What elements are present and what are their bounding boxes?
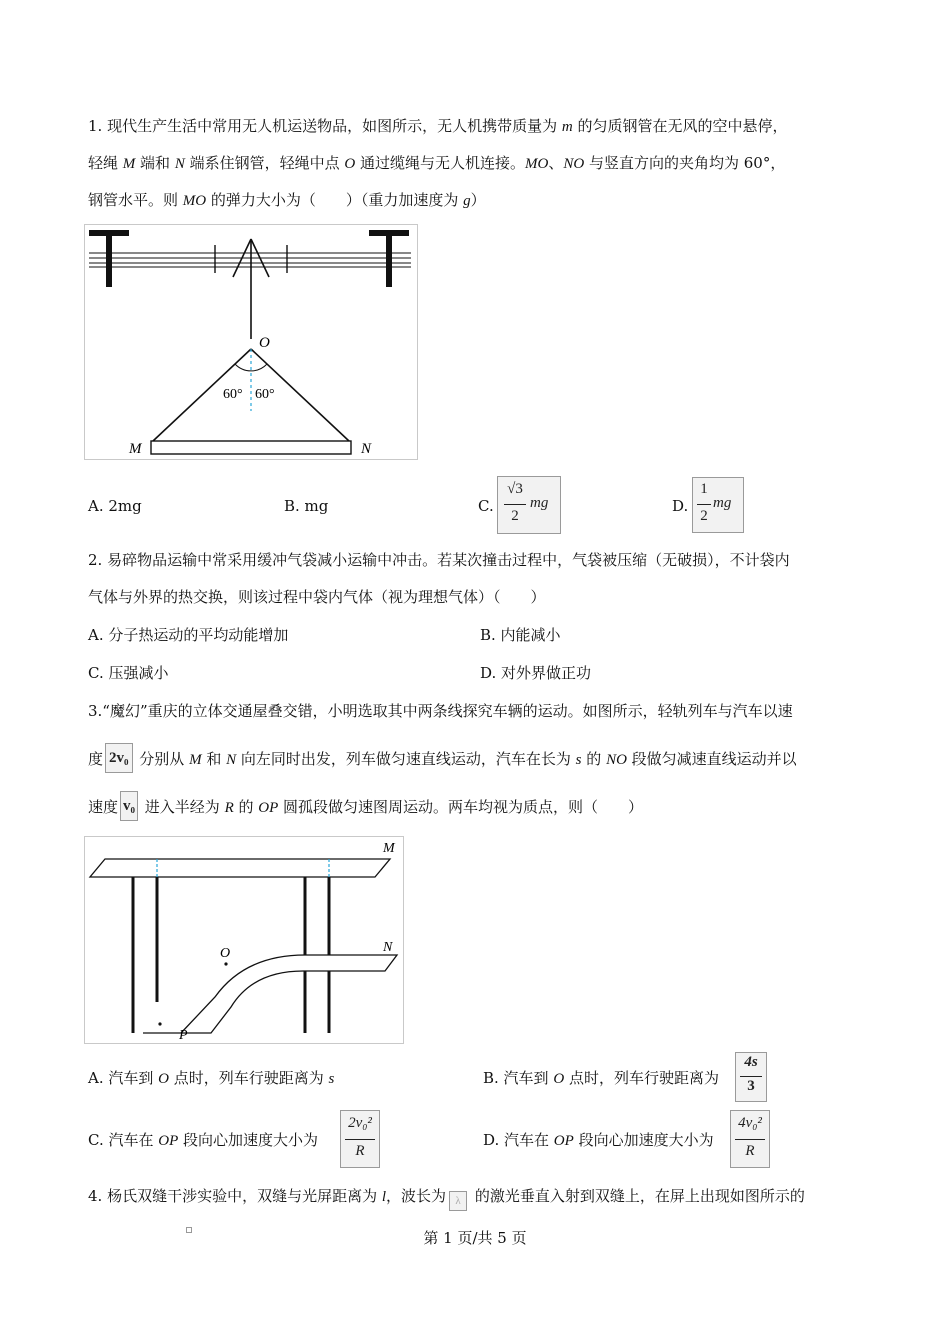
q1-option-c-formula xyxy=(497,476,561,534)
label-M: M xyxy=(383,841,395,856)
text: 段做匀减速直线运动并以 xyxy=(626,750,797,768)
var-g: g xyxy=(463,193,471,209)
text: 点时，列车行驶距离为 xyxy=(168,1069,329,1087)
text: B. 汽车到 xyxy=(483,1069,554,1087)
text: 进入半经为 xyxy=(140,798,225,816)
q3-option-a[interactable] xyxy=(88,1068,334,1089)
text: 和 xyxy=(201,750,227,768)
q3-option-c[interactable] xyxy=(88,1130,318,1151)
option-text: B. mg xyxy=(284,497,329,515)
var-MO: MO xyxy=(525,156,549,172)
var-m: m xyxy=(561,119,573,135)
text: 点时，列车行驶距离为 xyxy=(564,1069,719,1087)
var-NO: NO xyxy=(606,752,627,768)
text: C. 汽车在 xyxy=(88,1131,159,1149)
text: 向左同时出发，列车做匀速直线运动，汽车在长为 xyxy=(236,750,576,768)
label-angle-right: 60° xyxy=(255,387,275,402)
text: ） xyxy=(470,191,486,209)
q1-option-a[interactable] xyxy=(88,496,142,516)
q3-figure xyxy=(84,836,404,1044)
label-O: O xyxy=(220,946,231,961)
text: 的 xyxy=(581,750,607,768)
q2-option-b[interactable] xyxy=(480,625,561,645)
var-OP: OP xyxy=(553,1133,574,1149)
q1-figure xyxy=(84,224,418,460)
var-s: s xyxy=(575,752,582,768)
q3-line-3 xyxy=(88,793,643,823)
denominator: R xyxy=(745,1143,755,1159)
mg: mg xyxy=(530,495,549,511)
text: 轻绳 xyxy=(88,154,123,172)
label-P: P xyxy=(179,1028,188,1043)
text: 段向心加速度大小为 xyxy=(573,1131,714,1149)
var-R: R xyxy=(224,800,234,816)
text: 端系住钢管，轻绳中点 xyxy=(184,154,345,172)
option-text: D. xyxy=(672,497,689,515)
q3-line-2 xyxy=(88,745,797,775)
option-text: D. 对外界做正功 xyxy=(480,664,592,682)
text: 4. 杨氏双缝干涉实验中，双缝与光屏距离为 xyxy=(88,1187,382,1205)
var-M: M xyxy=(122,156,136,172)
formula-2v0: 2v₀ xyxy=(105,743,133,773)
q3-option-b[interactable] xyxy=(483,1068,719,1089)
denominator: 3 xyxy=(747,1078,755,1094)
var-MO: MO xyxy=(182,193,207,209)
numerator: √3 xyxy=(507,481,523,497)
var-N: N xyxy=(226,752,237,768)
text: 的匀质钢管在无风的空中悬停， xyxy=(572,117,788,135)
var-l: l xyxy=(381,1189,387,1205)
option-text: B. 内能减小 xyxy=(480,626,561,644)
text: 的弹力大小为（ ）（重力加速度为 xyxy=(206,191,464,209)
var-s: s xyxy=(328,1071,335,1087)
text: 段向心加速度大小为 xyxy=(178,1131,319,1149)
text: 度 xyxy=(88,750,104,768)
q1-line-2 xyxy=(88,153,785,174)
q1-option-c[interactable] xyxy=(478,496,494,516)
text: 圆孤段做匀速图周运动。两车均视为质点，则（ ） xyxy=(278,798,644,816)
label-O: O xyxy=(259,335,270,351)
q3-option-d[interactable] xyxy=(483,1130,714,1151)
text: 的 xyxy=(233,798,259,816)
var-OP: OP xyxy=(258,800,279,816)
q1-option-b[interactable] xyxy=(284,496,328,516)
q4-line-1 xyxy=(88,1186,805,1208)
q2-option-c[interactable] xyxy=(88,663,168,683)
numerator: 4s xyxy=(744,1054,758,1070)
denominator: R xyxy=(355,1143,365,1159)
q3-line-1: 3.“魔幻”重庆的立体交通屋叠交错，小明选取其中两条线探究车辆的运动。如图所示，轻轨列车与汽车以速 xyxy=(88,702,793,720)
drone-steel-pipe-diagram xyxy=(85,225,417,459)
q3-option-b-formula xyxy=(735,1052,767,1102)
text: A. 汽车到 xyxy=(88,1069,159,1087)
option-text: C. xyxy=(478,497,494,515)
var-NO: NO xyxy=(563,156,585,172)
numerator: 4v₀² xyxy=(738,1115,762,1131)
var-N: N xyxy=(174,156,185,172)
denominator: 2 xyxy=(700,508,708,524)
var-OP: OP xyxy=(158,1133,179,1149)
q3-option-c-formula xyxy=(340,1110,380,1168)
label-N: N xyxy=(361,441,372,457)
label-angle-left: 60° xyxy=(223,387,243,402)
text: 钢管水平。则 xyxy=(88,191,183,209)
text: D. 汽车在 xyxy=(483,1131,554,1149)
page-footer: 第 1 页/共 5 页 xyxy=(423,1229,527,1247)
q2-line-1: 2. 易碎物品运输中常采用缓冲气袋减小运输中冲击。若某次撞击过程中，气袋被压缩（无破损），不计袋内 xyxy=(88,551,790,569)
var-O: O xyxy=(344,156,356,172)
q2-option-d[interactable] xyxy=(480,663,591,683)
option-text: C. 压强减小 xyxy=(88,664,169,682)
text: 端和 xyxy=(135,154,175,172)
text: 速度 xyxy=(88,798,119,816)
q1-option-d[interactable] xyxy=(672,496,688,516)
mg: mg xyxy=(713,495,732,511)
var-O: O xyxy=(553,1071,565,1087)
option-text: A. 2mg xyxy=(88,497,142,515)
denominator: 2 xyxy=(511,508,519,524)
rail-and-road-diagram xyxy=(85,837,403,1043)
q2-line-2: 气体与外界的热交换，则该过程中袋内气体（视为理想气体）（ ） xyxy=(88,588,546,606)
q1-option-d-formula xyxy=(692,477,744,533)
formula-lambda: λ xyxy=(449,1191,467,1211)
formula-v0: v₀ xyxy=(120,791,138,821)
label-N: N xyxy=(383,940,393,955)
text: 1. 现代生产生活中常用无人机运送物品，如图所示，无人机携带质量为 xyxy=(88,117,562,135)
q3-option-d-formula xyxy=(730,1110,770,1168)
numerator: 2v₀² xyxy=(348,1115,372,1131)
var-M: M xyxy=(189,752,202,768)
q1-line-3 xyxy=(88,190,486,211)
label-M: M xyxy=(129,441,142,457)
text: ，波长为 xyxy=(386,1187,447,1205)
text: 分别从 xyxy=(134,750,190,768)
q2-option-a[interactable] xyxy=(88,625,288,645)
var-O: O xyxy=(158,1071,169,1087)
text: 与竖直方向的夹角均为 60°， xyxy=(584,154,786,172)
text: 的激光垂直入射到双缝上，在屏上出现如图所示的 xyxy=(470,1187,805,1205)
text: 、 xyxy=(548,154,564,172)
text: 通过缆绳与无人机连接。 xyxy=(355,154,526,172)
numerator: 1 xyxy=(700,481,708,497)
q1-line-1 xyxy=(88,116,787,137)
option-text: A. 分子热运动的平均动能增加 xyxy=(88,626,289,644)
